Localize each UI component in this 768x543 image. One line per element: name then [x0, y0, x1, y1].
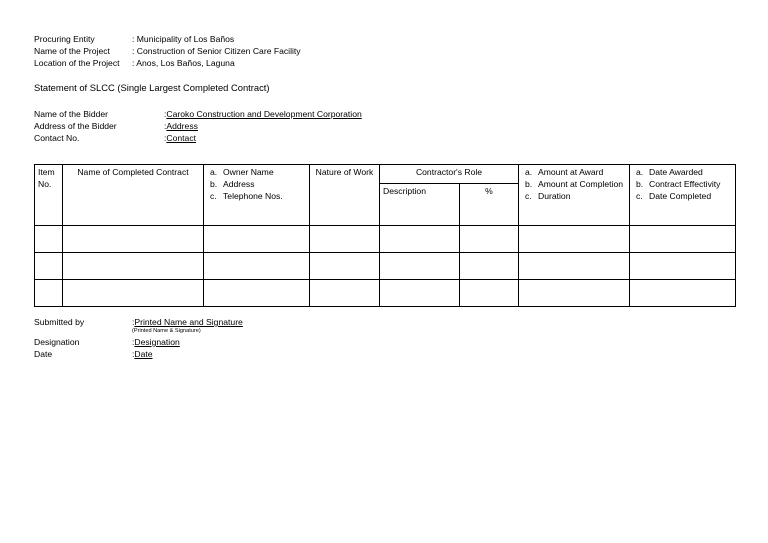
table-cell	[63, 280, 204, 307]
table-cell	[380, 226, 460, 253]
date-criterion-text: Date Completed	[649, 191, 712, 201]
owner-criterion-marker: b.	[210, 179, 218, 189]
owner-criterion-marker: a.	[210, 167, 218, 177]
date-criterion-item	[633, 166, 732, 178]
bidder-contact-value: Contact	[166, 133, 197, 143]
table-cell	[630, 226, 736, 253]
col-nature-header: Nature of Work	[310, 165, 380, 226]
table-row	[35, 226, 736, 253]
date-criterion-item	[633, 178, 732, 190]
table-cell	[204, 226, 310, 253]
amount-criterion-text: Duration	[538, 191, 571, 201]
table-cell	[310, 226, 380, 253]
date-criterion-marker: a.	[636, 167, 644, 177]
col-date-header	[630, 165, 736, 226]
date-label: Date	[34, 349, 53, 359]
amount-criterion-item	[522, 178, 626, 190]
owner-criterion-marker: c.	[210, 191, 217, 201]
amount-criterion-marker: c.	[525, 191, 532, 201]
submitted-note: (Printed Name & Signature)	[132, 328, 201, 334]
table-cell	[630, 253, 736, 280]
table-row	[35, 253, 736, 280]
table-cell	[310, 253, 380, 280]
table-cell	[35, 280, 63, 307]
owner-criterion-item	[207, 190, 306, 202]
table-cell	[35, 253, 63, 280]
table-cell	[380, 253, 460, 280]
submitted-by-value: Printed Name and Signature	[134, 317, 243, 327]
submitted-colon: :	[132, 317, 135, 327]
project-location-value: : Anos, Los Baños, Laguna	[132, 58, 235, 68]
date-criterion-marker: b.	[636, 179, 644, 189]
date-colon: :	[132, 349, 135, 359]
col-role-header: Contractor's Role	[380, 165, 519, 184]
bidder-address-value: Address	[166, 121, 198, 131]
bidder-name-value: Caroko Construction and Development Corporation	[166, 109, 362, 119]
table-cell	[519, 253, 630, 280]
document-title: Statement of SLCC (Single Largest Completed Contract)	[34, 82, 270, 93]
project-name-label: Name of the Project	[34, 46, 110, 56]
table-cell	[630, 280, 736, 307]
date-criterion-marker: c.	[636, 191, 643, 201]
table-cell	[460, 280, 519, 307]
bidder-name-label: Name of the Bidder	[34, 109, 109, 119]
col-owner-header	[204, 165, 310, 226]
table-cell	[63, 226, 204, 253]
date-criterion-text: Contract Effectivity	[649, 179, 721, 189]
table-cell	[519, 280, 630, 307]
table-cell	[204, 280, 310, 307]
amount-criterion-marker: a.	[525, 167, 533, 177]
amount-criterion-item	[522, 190, 626, 202]
amount-criterion-item	[522, 166, 626, 178]
col-role-desc-header: Description	[380, 184, 460, 226]
owner-criterion-text: Owner Name	[223, 167, 274, 177]
table-cell	[310, 280, 380, 307]
col-item-header: Item No.	[35, 165, 63, 226]
bidder-contact-label: Contact No.	[34, 133, 80, 143]
date-criterion-item	[633, 190, 732, 202]
slcc-table	[34, 164, 736, 307]
owner-criterion-item	[207, 178, 306, 190]
table-row	[35, 280, 736, 307]
col-role-pct-header: %	[460, 184, 519, 226]
table-cell	[204, 253, 310, 280]
table-cell	[380, 280, 460, 307]
procuring-entity-value: : Municipality of Los Baños	[132, 34, 235, 44]
table-cell	[460, 226, 519, 253]
table-cell	[519, 226, 630, 253]
owner-criterion-text: Telephone Nos.	[223, 191, 283, 201]
designation-colon: :	[132, 337, 135, 347]
col-name-header: Name of Completed Contract	[63, 165, 204, 226]
bidder-address-colon: :	[164, 121, 167, 131]
col-amount-header	[519, 165, 630, 226]
designation-label: Designation	[34, 337, 80, 347]
project-name-value: : Construction of Senior Citizen Care Facility	[132, 46, 301, 56]
date-value: Date	[134, 349, 153, 359]
table-cell	[35, 226, 63, 253]
owner-criterion-text: Address	[223, 179, 255, 189]
amount-criterion-text: Amount at Completion	[538, 179, 624, 189]
table-cell	[460, 253, 519, 280]
amount-criterion-text: Amount at Award	[538, 167, 604, 177]
designation-value: Designation	[134, 337, 180, 347]
date-criterion-text: Date Awarded	[649, 167, 703, 177]
bidder-contact-colon: :	[164, 133, 167, 143]
project-location-label: Location of the Project	[34, 58, 120, 68]
amount-criterion-marker: b.	[525, 179, 533, 189]
bidder-name-colon: :	[164, 109, 167, 119]
bidder-address-label: Address of the Bidder	[34, 121, 117, 131]
owner-criterion-item	[207, 166, 306, 178]
procuring-entity-label: Procuring Entity	[34, 34, 95, 44]
table-cell	[63, 253, 204, 280]
submitted-by-label: Submitted by	[34, 317, 85, 327]
